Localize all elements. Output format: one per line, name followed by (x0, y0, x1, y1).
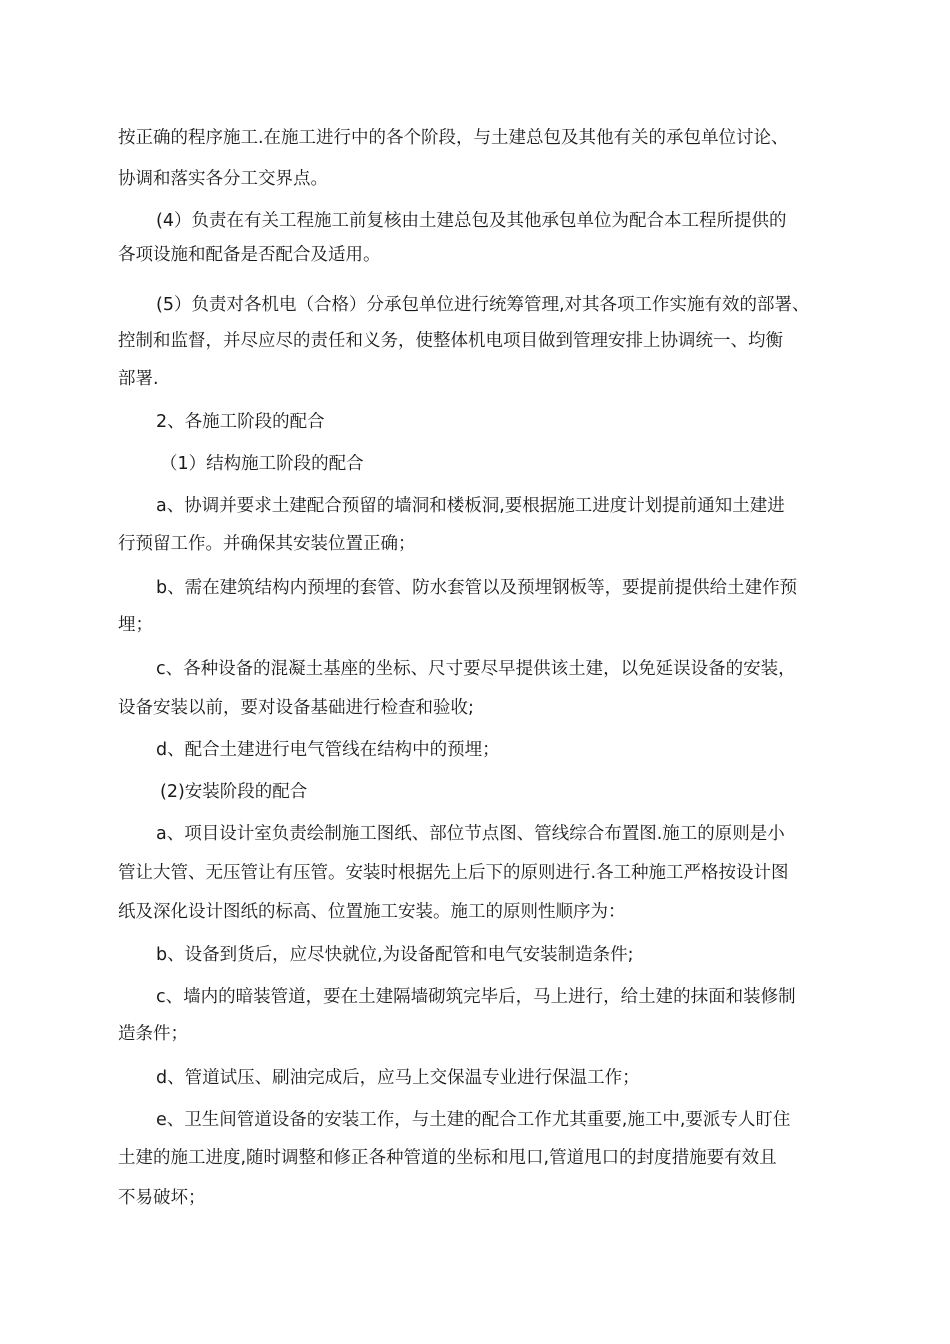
text-line: c、墙内的暗装管道，要在土建隔墙砌筑完毕后，马上进行，给土建的抹面和装修制 (156, 987, 796, 1007)
subsection-heading: （1）结构施工阶段的配合 (160, 454, 364, 474)
text-line: 各项设施和配备是否配合及适用。 (118, 245, 381, 265)
text-line: 纸及深化设计图纸的标高、位置施工安装。施工的原则性顺序为： (118, 902, 626, 922)
text-line: a、协调并要求土建配合预留的墙洞和楼板洞,要根据施工进度计划提前通知土建进 (156, 496, 785, 516)
text-line: 设备安装以前，要对设备基础进行检查和验收; (118, 698, 474, 718)
text-line: (4）负责在有关工程施工前复核由土建总包及其他承包单位为配合本工程所提供的 (156, 211, 787, 231)
text-line: b、设备到货后，应尽快就位,为设备配管和电气安装制造条件; (156, 945, 634, 965)
text-line: d、管道试压、刷油完成后，应马上交保温专业进行保温工作； (156, 1068, 640, 1088)
text-line: c、各种设备的混凝土基座的坐标、尺寸要尽早提供该土建，以免延误设备的安装， (156, 659, 796, 679)
text-line: 管让大管、无压管让有压管。安装时根据先上后下的原则进行.各工种施工严格按设计图 (118, 863, 789, 883)
text-line: 按正确的程序施工.在施工进行中的各个阶段，与土建总包及其他有关的承包单位讨论、 (118, 128, 789, 148)
text-line: 控制和监督，并尽应尽的责任和义务，使整体机电项目做到管理安排上协调统一、均衡 (118, 331, 783, 351)
section-heading: 2、各施工阶段的配合 (156, 412, 325, 432)
text-line: a、项目设计室负责绘制施工图纸、部位节点图、管线综合布置图.施工的原则是小 (156, 824, 785, 844)
text-line: 部署. (118, 369, 159, 389)
text-line: 行预留工作。并确保其安装位置正确； (118, 534, 416, 554)
text-line: 不易破坏； (118, 1188, 206, 1208)
text-line: d、配合土建进行电气管线在结构中的预埋； (156, 740, 500, 760)
text-line: 埋； (118, 615, 153, 635)
text-line: b、需在建筑结构内预埋的套管、防水套管以及预埋钢板等，要提前提供给土建作预 (156, 578, 798, 598)
text-line: 协调和落实各分工交界点。 (118, 169, 328, 189)
text-line: (5）负责对各机电（合格）分承包单位进行统筹管理,对其各项工作实施有效的部署、 (156, 295, 810, 315)
text-line: e、卫生间管道设备的安装工作，与土建的配合工作尤其重要,施工中,要派专人盯住 (156, 1110, 791, 1130)
text-line: 土建的施工进度,随时调整和修正各种管道的坐标和甩口,管道甩口的封度措施要有效且 (118, 1148, 777, 1168)
subsection-heading: (2)安装阶段的配合 (160, 782, 308, 802)
text-line: 造条件； (118, 1024, 188, 1044)
